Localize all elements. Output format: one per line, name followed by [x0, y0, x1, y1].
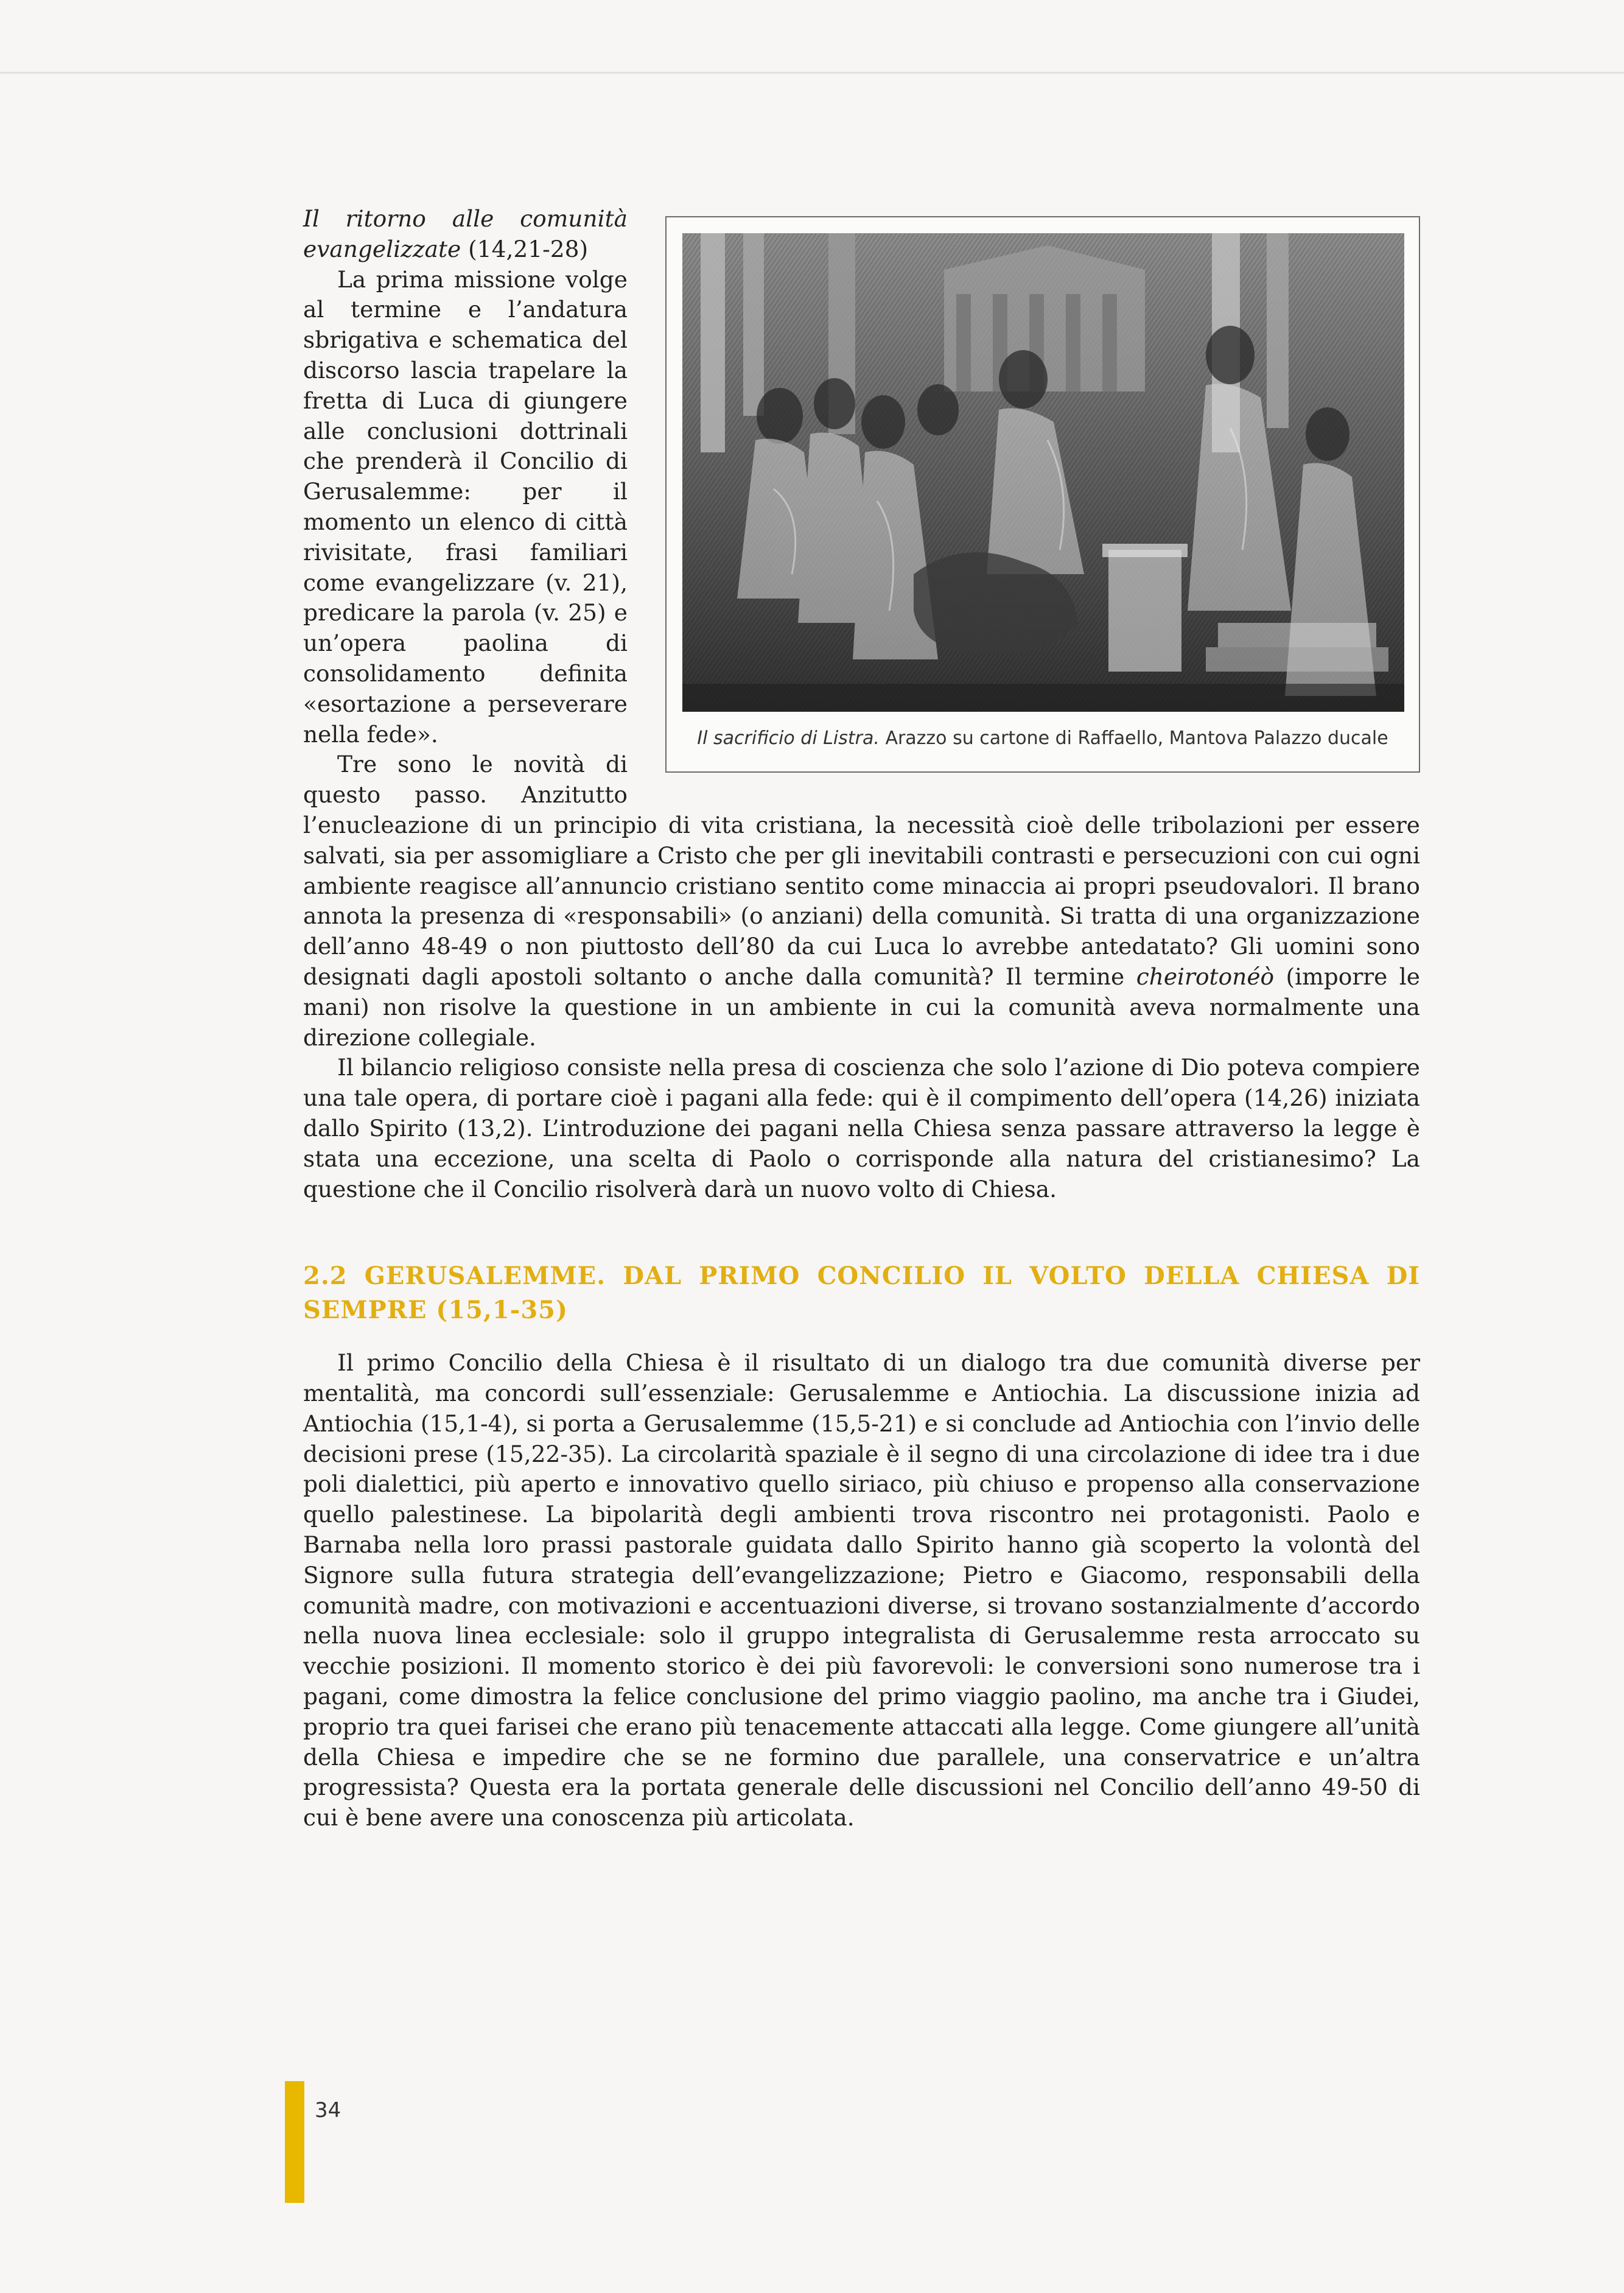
- intro-paragraph-2-term: cheirotonéò: [1136, 963, 1275, 990]
- page-number: 34: [315, 2098, 341, 2123]
- intro-paragraph-2-b: (imporre le mani) non risolve la questione in un ambiente in cui la comunità aveva normalmente una direzione collegiale.: [303, 963, 1420, 1051]
- page-accent-bar: [285, 2081, 304, 2203]
- top-rule: [0, 72, 1624, 74]
- figure-caption: [667, 726, 1419, 751]
- caption-text: Arazzo su cartone di Raffaello, Mantova Palazzo ducale: [879, 728, 1388, 749]
- figure: [665, 216, 1420, 773]
- page-text: [303, 204, 1420, 1833]
- section-heading: 2.2 GERUSALEMME. DAL PRIMO CONCILIO IL VOLTO DELLA CHIESA DI SEMPRE (15,1-35): [303, 1262, 1420, 1325]
- intro-heading-ref: (14,21-28): [461, 235, 589, 262]
- intro-paragraph-2: [303, 750, 1420, 1053]
- intro-paragraph-2-a: Tre sono le novità di questo passo. Anzitutto l’enucleazione di un principio di vita cristiana, la necessità cioè delle tribolazioni per essere salvati, sia per assomigliare a Cristo che per gli inevitabili contrasti e persecuzioni con cui ogni ambiente reagisce all’annuncio cristiano sentito come minaccia ai propri pseudovalori. Il brano annota la presenza di «responsabili» (o anziani) della comunità. Si tratta di una organizzazione dell’anno 48-49 o non piuttosto dell’80 da cui Luca lo avrebbe antedatato? Gli uomini sono designati dagli apostoli soltanto o anche dalla comunità? Il termine: [303, 751, 1420, 990]
- intro-heading-title: Il ritorno alle comunità evangelizzate: [303, 205, 628, 262]
- caption-title: Il sacrificio di Listra.: [697, 728, 880, 749]
- section-paragraph-1: Il primo Concilio della Chiesa è il risultato di un dialogo tra due comunità diverse per mentalità, ma concordi sull’essenziale: Gerusalemme e Antiochia. La discussione inizia ad Antiochia (15,1-4), si porta a Gerusalemme (15,5-21) e si conclude ad Antiochia con l’invio delle decisioni prese (15,22-35). La circolarità spaziale è il segno di una circolazione di idee tra i due poli dialettici, più aperto e innovativo quello siriaco, più chiuso e propenso alla conservazione quello palestinese. La bipolarità degli ambienti trova riscontro nei protagonisti. Paolo e Barnaba nella loro prassi pastorale guidata dallo Spirito hanno già scoperto la volontà del Signore sulla futura strategia dell’evangelizzazione; Pietro e Giacomo, responsabili della comunità madre, con motivazioni e accentuazioni diverse, si trovano sostanzialmente d’accordo nella nuova linea ecclesiale: solo il gruppo integralista di Gerusalemme resta arroccato su vecchie posizioni. Il momento storico è dei più favorevoli: le conversioni sono numerose tra i pagani, come dimostra la felice conclusione del primo viaggio paolino, ma anche tra i Giudei, proprio tra quei farisei che erano più tenacemente attaccati alla legge. Come giungere all’unità della Chiesa e impedire che se ne formino due parallele, una conservatrice e un’altra progressista? Questa era la portata generale delle discussioni nel Concilio dell’anno 49-50 di cui è bene avere una conoscenza più articolata.: [303, 1349, 1420, 1831]
- intro-paragraph-1: La prima missione volge al termine e l’andatura sbrigativa e schematica del discorso lascia trapelare la fretta di Luca di giungere alle conclusioni dottrinali che prenderà il Concilio di Gerusalemme: per il momento un elenco di città rivisitate, frasi familiari come evangelizzare (v. 21), predicare la parola (v. 25) e un’opera paolina di consolidamento definita «esortazione a perseverare nella fede».: [303, 265, 628, 748]
- intro-paragraph-3: Il bilancio religioso consiste nella presa di coscienza che solo l’azione di Dio poteva compiere una tale opera, di portare cioè i pagani alla fede: qui è il compimento dell’opera (14,26) iniziata dallo Spirito (13,2). L’introduzione dei pagani nella Chiesa senza passare attraverso la legge è stata una eccezione, una scelta di Paolo o corrisponde alla natura del cristianesimo? La questione che il Concilio risolverà darà un nuovo volto di Chiesa.: [303, 1054, 1420, 1203]
- tapestry-illustration: [682, 233, 1404, 712]
